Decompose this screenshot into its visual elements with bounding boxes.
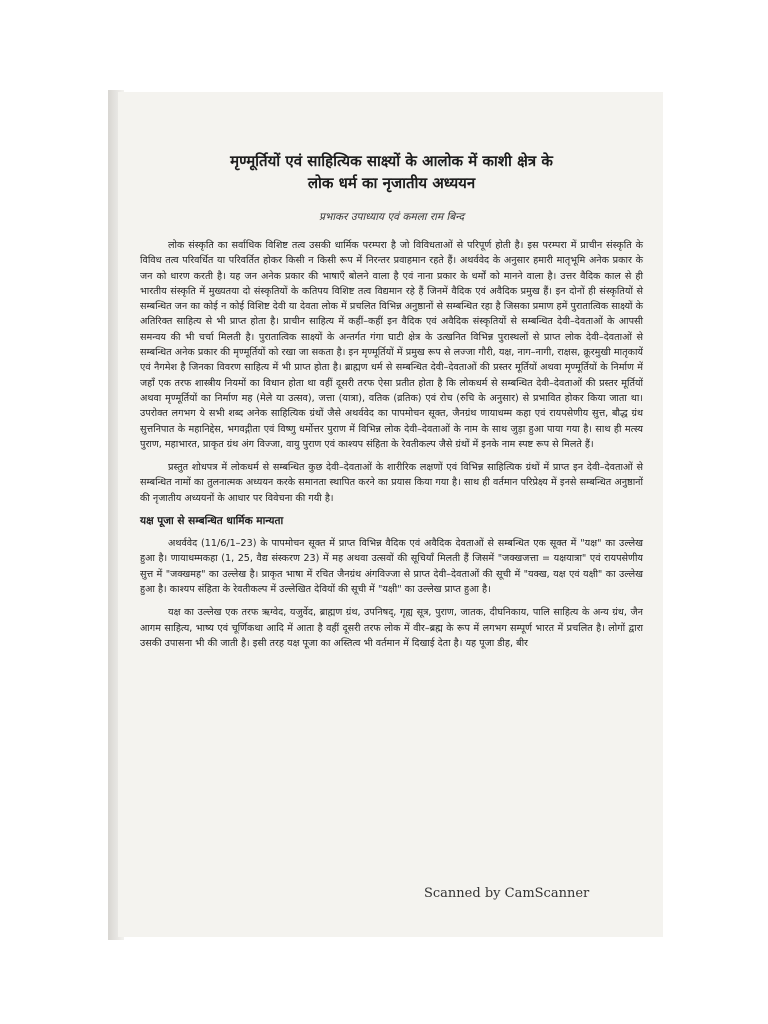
paper-title — [140, 150, 643, 194]
scanner-watermark: Scanned by CamScanner — [424, 886, 590, 901]
section-paragraph-2: यक्ष का उल्लेख एक तरफ ऋग्वेद, यजुर्वेद, ब्राह्मण ग्रंथ, उपनिषद्, गृह्य सूत्र, पुराण, जातक, दीघनिकाय, पालि साहित्य के अन्य ग्रंथ, जैन आगम साहित्य, भाष्य एवं चूर्णिकथा आदि में आता है वहीं दूसरी तरफ लोक में वीर–ब्रह्म के रूप में लगभग सम्पूर्ण भारत में प्रचलित है। लोगों द्वारा उसकी उपासना भी की जाती है। इसी तरह यक्ष पूजा का अस्तित्व भी वर्तमान में दिखाई देता है। यह पूजा डीह, बीर — [140, 607, 643, 649]
body-paragraph-scope: प्रस्तुत शोधपत्र में लोकधर्म से सम्बन्धित कुछ देवी–देवताओं के शारीरिक लक्षणों एवं विभिन्न साहित्यिक ग्रंथों में प्राप्त इन देवी–देवताओं से सम्बन्धित नामों का तुलनात्मक अध्ययन करके समानता स्थापित करने का प्रयास किया गया है। साथ ही वर्तमान परिप्रेक्ष्य में इनसे सम्बन्धित अनुष्ठानों की नृजातीय अध्ययनों के आधार पर विवेचना की गयी है। — [140, 462, 643, 504]
title-line-1: मृण्मूर्तियों एवं साहित्यिक साक्ष्यों के आलोक में काशी क्षेत्र के — [230, 152, 553, 170]
section-heading: यक्ष पूजा से सम्बन्धित धार्मिक मान्यता — [140, 515, 284, 528]
author-line: प्रभाकर उपाध्याय एवं कमला राम बिन्द — [318, 211, 465, 223]
section-paragraph-1: अथर्ववेद (11/6/1–23) के पापमोचन सूक्त में प्राप्त विभिन्न वैदिक एवं अवैदिक देवताओं से सम्बन्धित एक सूक्त में "यक्ष" का उल्लेख हुआ है। णायाधम्मकहा (1, 25, वैद्य संस्करण 23) में मह अथवा उत्सवों की सूचियाँ मिलती हैं जिसमें "जक्खजत्ता = यक्षयात्रा" एवं रायपसेणीय सुत्त में "जक्खमह" का उल्लेख है। प्राकृत भाषा में रचित जैनग्रंथ अंगविज्जा से प्राप्त देवी–देवताओं की सूची में "यक्ख, यक्ष एवं यक्षी" का उल्लेख हुआ है। काश्यप संहिता के रेवतीकल्प में उल्लेखित देवियों की सूची में "यक्षी" का उल्लेख प्राप्त हुआ है। — [140, 538, 643, 595]
scanned-page — [118, 92, 663, 937]
title-line-2: लोक धर्म का नृजातीय अध्ययन — [307, 174, 476, 192]
body-paragraph-intro: लोक संस्कृति का सर्वाधिक विशिष्ट तत्व उसकी धार्मिक परम्परा है जो विविधताओं से परिपूर्ण होती है। इस परम्परा में प्राचीन संस्कृति के विविध तत्व परिवर्धित या परिवर्तित होकर किसी न किसी रूप में निरन्तर प्रवाहमान रहते हैं। अथर्ववेद के अनुसार हमारी मातृभूमि अनेक प्रकार के जन को धारण करती है। यह जन अनेक प्रकार की भाषाएँ बोलने वाला है एवं नाना प्रकार के धर्मों को मानने वाला है। उत्तर वैदिक काल से ही भारतीय संस्कृति में मुख्यतया दो संस्कृतियों के कतिपय विशिष्ट तत्व विद्यमान रहे हैं जिनमें वैदिक एवं अवैदिक प्रमुख हैं। इन दोनों ही संस्कृतियों से सम्बन्धित जन का कोई न कोई विशिष्ट देवी या देवता लोक में प्रचलित विभिन्न अनुष्ठानों से सम्बन्धित रहा है जिसका प्रमाण हमें पुरातात्विक साक्ष्यों के अतिरिक्त साहित्य से भी प्राप्त होता है। प्राचीन साहित्य में कहीं–कहीं इन वैदिक एवं अवैदिक संस्कृतियों से सम्बन्धित देवी–देवताओं के आपसी समन्वय की भी चर्चा मिलती है। पुरातात्विक साक्ष्यों के अन्तर्गत गंगा घाटी क्षेत्र के उत्खनित विभिन्न पुरास्थलों से प्राप्त लोक देवी–देवताओं से सम्बन्धित अनेक प्रकार की मृण्मूर्तियों को रखा जा सकता है। इन मृण्मूर्तियों में प्रमुख रूप से लज्जा गौरी, यक्ष, नाग–नागी, राक्षस, क्रूरमुखी मातृकायें एवं नैगमेश है जिनका विवरण साहित्य में भी प्राप्त होता है। ब्राह्मण धर्म से सम्बन्धित देवी–देवताओं की प्रस्तर मूर्तियों अथवा मृण्मूर्तियों के निर्माण में जहाँ एक तरफ शास्त्रीय नियमों का विधान होता था वहीं दूसरी तरफ ऐसा प्रतीत होता है कि लोकधर्म से सम्बन्धित देवी–देवताओं की प्रस्तर मूर्तियों अथवा मृण्मूर्तियों का निर्माण मह (मेले या उत्सव), जत्ता (यात्रा), वतिक (व्रतिक) एवं रोच (रुचि के अनुसार) से प्रभावित होकर किया जाता था। उपरोक्त लगभग ये सभी शब्द अनेक साहित्यिक ग्रंथों जैसे अथर्ववेद का पापमोचन सूक्त, जैनग्रंथ णायाधम्म कहा एवं रायपसेणीय सुत्त, बौद्ध ग्रंथ सुत्तनिपात के महानिद्देस, भगवद्गीता एवं विष्णु धर्मोत्तर पुराण में विभिन्न लोक देवी–देवताओं के नाम के साथ जुड़ा हुआ पाया गया है। साथ ही मत्स्य पुराण, महाभारत, प्राकृत ग्रंथ अंग विज्जा, वायु पुराण एवं काश्यप संहिता के रेवतीकल्प जैसे ग्रंथों में इनके नाम स्पष्ट रूप से मिलते हैं। — [140, 240, 643, 450]
